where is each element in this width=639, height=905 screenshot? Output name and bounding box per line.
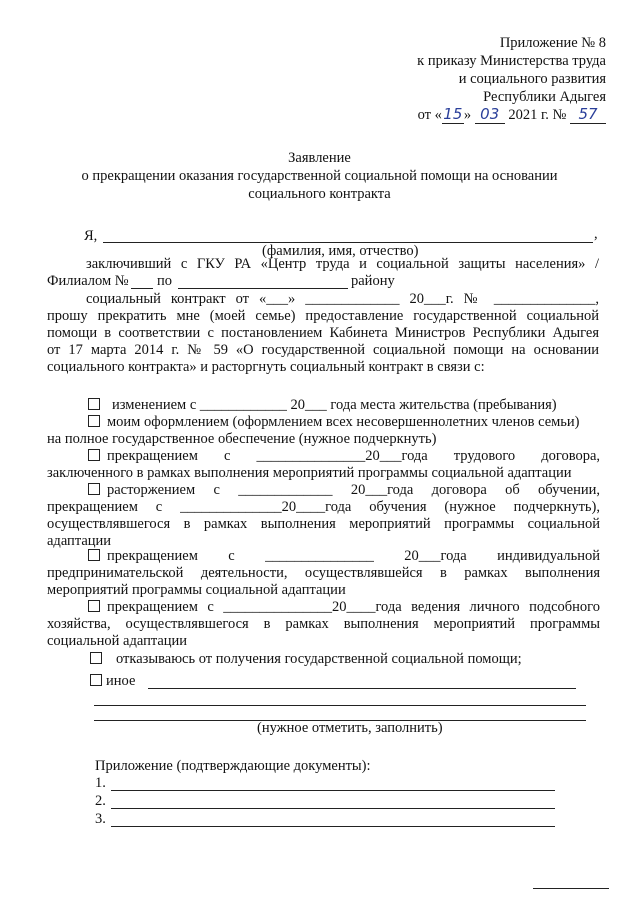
option-education	[88, 482, 600, 499]
date-month-handwritten: 03	[475, 106, 505, 124]
ya-label: Я,	[84, 228, 98, 244]
option-refuse-text: отказываюсь от получения государственной социальной помощи;	[116, 651, 522, 667]
p1-filial: Филиалом №	[47, 273, 129, 289]
option-entrepreneurship-line2: предпринимательской деятельности, осуществлявшейся в рамках выполнения	[47, 565, 600, 581]
date-prefix: от «	[417, 107, 442, 123]
document-title: Заявление	[288, 150, 351, 166]
p1-line5: помощи в соответствии с постановлением Кабинета Министров Республики Адыгея	[47, 325, 599, 341]
district-underline	[178, 288, 348, 289]
option-state-support-text: моим оформлением (оформлением всех несовершеннолетних членов семьи)	[107, 414, 580, 430]
option-education-line3: осуществлявшегося в рамках выполнения мероприятий программы социальной	[47, 516, 600, 532]
option-change-residence-text: изменением с ____________ 20___ года места жительства (пребывания)	[112, 397, 557, 413]
checkbox-refuse[interactable]	[90, 652, 102, 664]
attachment-underline-1	[111, 790, 555, 791]
header-appendix-number: Приложение № 8	[499, 35, 606, 51]
attachment-item-2: 2.	[95, 793, 106, 809]
signature-underline	[533, 888, 609, 889]
checkbox-entrepreneurship[interactable]	[88, 549, 100, 561]
document-subtitle-line1: о прекращении оказания государственной социальной помощи на основании	[81, 168, 558, 184]
header-date-line	[418, 106, 606, 124]
p1-line1: заключивший с ГКУ РА «Центр труда и социальной защиты населения» /	[86, 256, 599, 272]
option-other-text: иное	[106, 673, 136, 689]
attachment-item-3: 3.	[95, 811, 106, 827]
option-household-text: прекращением с _______________20____года ведения личного подсобного	[107, 599, 600, 615]
header-republic-line: Республики Адыгея	[483, 89, 606, 105]
header-order-line: к приказу Министерства труда	[417, 53, 606, 69]
order-number-handwritten: 57	[570, 106, 606, 124]
options-caption: (нужное отметить, заполнить)	[257, 720, 443, 736]
checkbox-change-residence[interactable]	[88, 398, 100, 410]
option-change-residence	[88, 397, 557, 414]
header-ministry-line: и социального развития	[458, 71, 606, 87]
option-refuse	[90, 651, 522, 668]
checkbox-education[interactable]	[88, 483, 100, 495]
option-labor-contract	[88, 448, 600, 465]
option-state-support-line2: на полное государственное обеспечение (нужное подчеркнуть)	[47, 431, 437, 447]
p1-line4: прошу прекратить мне (моей семье) предоставление государственной социальной	[47, 308, 599, 324]
option-state-support	[88, 414, 580, 431]
date-mid: »	[463, 107, 472, 123]
filial-number-underline	[131, 288, 153, 289]
option-entrepreneurship-text: прекращением с _______________ 20___года индивидуальной	[107, 548, 600, 564]
document-subtitle-line2: социального контракта	[248, 186, 391, 202]
date-year: 2021 г. №	[508, 107, 567, 123]
option-education-line4: адаптации	[47, 533, 112, 549]
p1-line7: социального контракта» и расторгнуть социальный контракт в связи с:	[47, 359, 485, 375]
checkbox-other[interactable]	[90, 674, 102, 686]
fio-caption: (фамилия, имя, отчество)	[262, 243, 419, 259]
option-household	[88, 599, 600, 616]
other-underline-2	[94, 705, 586, 706]
fio-comma: ,	[594, 226, 598, 242]
option-labor-contract-line2: заключенного в рамках выполнения мероприятий программы социальной адаптации	[47, 465, 572, 481]
option-household-line3: социальной адаптации	[47, 633, 188, 649]
checkbox-state-support[interactable]	[88, 415, 100, 427]
attachment-underline-3	[111, 826, 555, 827]
date-day-handwritten: 15	[443, 105, 463, 123]
option-education-text: расторжением с _____________ 20___года договора об обучении,	[107, 482, 600, 498]
p1-po: по	[157, 273, 173, 289]
option-entrepreneurship	[88, 548, 600, 565]
other-underline-1	[148, 688, 576, 689]
p1-rayon: району	[351, 273, 395, 289]
attachment-underline-2	[111, 808, 555, 809]
checkbox-household[interactable]	[88, 600, 100, 612]
option-other	[90, 673, 135, 690]
p1-contract: социальный контракт от «___» _____________ 20___г. № ______________,	[86, 291, 599, 307]
attachments-title: Приложение (подтверждающие документы):	[95, 758, 371, 774]
option-education-line2: прекращением с ______________20____года обучения (нужное подчеркнуть),	[47, 499, 600, 515]
option-household-line2: хозяйства, осуществлявшегося в рамках выполнения мероприятий программы	[47, 616, 600, 632]
option-entrepreneurship-line3: мероприятий программы социальной адаптации	[47, 582, 346, 598]
option-labor-contract-text: прекращением с _______________20___года трудового договора,	[107, 448, 600, 464]
attachment-item-1: 1.	[95, 775, 106, 791]
p1-line6: от 17 марта 2014 г. № 59 «О государственной социальной помощи на основании	[47, 342, 599, 358]
checkbox-labor-contract[interactable]	[88, 449, 100, 461]
